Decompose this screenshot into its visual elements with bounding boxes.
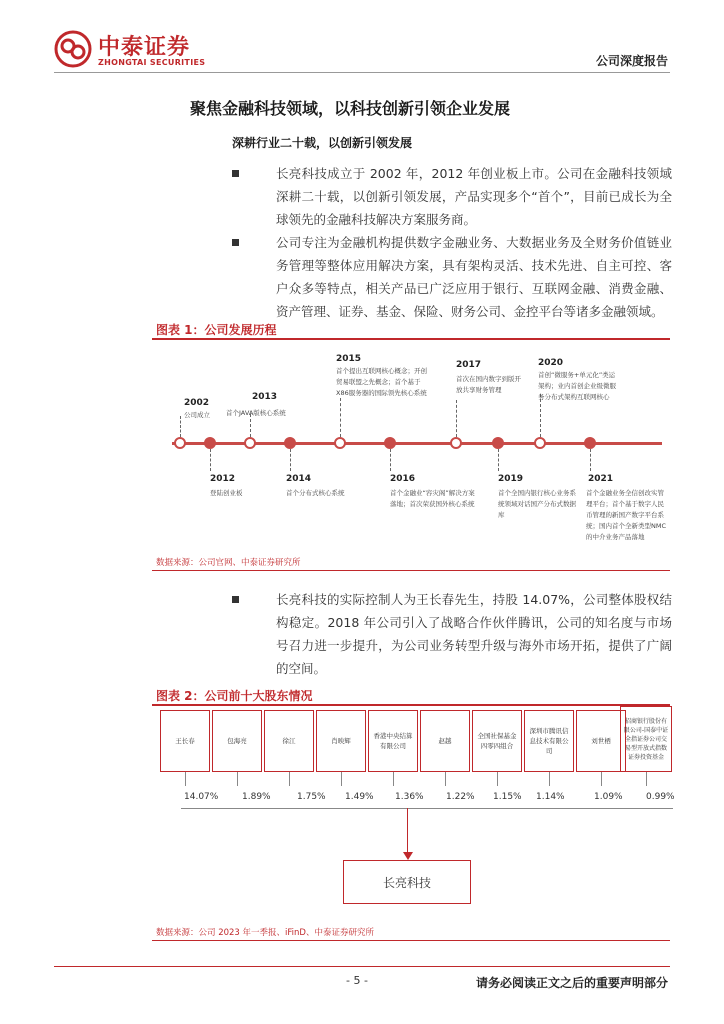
timeline-desc: 首个金融业“容灾阁”解决方案落地；首次荣获国外核心系统 (390, 489, 475, 508)
timeline-year: 2012 (210, 474, 236, 484)
shareholder-pct: 1.22% (446, 792, 475, 802)
bullet-icon (232, 170, 239, 177)
timeline-desc: 首个提出互联网核心概念；开创贸易联盟之先概念；首个基于X86服务器的国际领先核心系统 (336, 367, 427, 397)
page-number: - 5 - (346, 974, 368, 987)
shareholder-box: 徐江 (264, 710, 314, 772)
shareholder-stem (445, 772, 446, 786)
timeline-desc: 首次在国内数字到版开放共享财务管理 (456, 375, 521, 394)
timeline-dot-2020 (534, 437, 546, 449)
timeline-stem (210, 449, 211, 471)
timeline-desc: 首创“微服务+单元化”类运架构；业内首创企业级微服务分布式架构互联网核心 (538, 371, 616, 401)
sub-title: 深耕行业二十载，以创新引领发展 (232, 136, 413, 150)
shareholder-box: 全国社保基金四零四组合 (472, 710, 522, 772)
figure1-title-bar (152, 318, 670, 340)
timeline-dot-2015 (334, 437, 346, 449)
timeline-desc: 登陆创业板 (210, 489, 243, 497)
shareholder-stem (185, 772, 186, 786)
shareholder-connector-bar (181, 808, 673, 809)
timeline-stem (590, 449, 591, 471)
shareholder-box: 香港中央结算有限公司 (368, 710, 418, 772)
timeline-desc: 公司成立 (184, 411, 210, 419)
timeline-year: 2014 (286, 474, 312, 484)
company-box: 长亮科技 (343, 860, 471, 904)
figure2-source: 数据来源：公司 2023 年一季报、iFinD、中泰证券研究所 (156, 928, 374, 938)
shareholder-center-stem (407, 808, 408, 856)
timeline-year: 2017 (456, 360, 482, 370)
shareholder-pct: 0.99% (646, 792, 675, 802)
timeline-desc: 首个金融业务全信创改实管理平台；首个基于数字人民币管理的新国产数字平台系统；国内首个全新类型NMC的中介业务产品落地 (586, 489, 667, 541)
bullet-icon (232, 596, 239, 603)
shareholder-stem (549, 772, 550, 786)
shareholder-stem (237, 772, 238, 786)
logo-english-text: ZHONGTAI SECURITIES (98, 58, 206, 67)
timeline-dot-2014 (284, 437, 296, 449)
shareholder-box: 肖映辉 (316, 710, 366, 772)
shareholder-pct: 1.14% (536, 792, 565, 802)
timeline-desc: 首个分布式核心系统 (286, 489, 345, 497)
shareholder-pct: 1.15% (493, 792, 522, 802)
figure2-title-rule (152, 704, 670, 706)
development-timeline (152, 346, 672, 556)
shareholder-box: 王长春 (160, 710, 210, 772)
timeline-dot-2019 (492, 437, 504, 449)
timeline-stem (180, 416, 181, 437)
figure1-source-rule (152, 570, 670, 571)
timeline-stem (498, 449, 499, 471)
arrow-down-icon (403, 852, 413, 860)
figure2-title-bar (152, 684, 670, 706)
timeline-stem (456, 400, 457, 437)
timeline-year: 2002 (184, 398, 210, 408)
shareholder-box: 深圳市腾讯信息技术有限公司 (524, 710, 574, 772)
company-logo (54, 24, 224, 72)
shareholder-stem (497, 772, 498, 786)
figure1-source: 数据来源：公司官网、中泰证券研究所 (156, 558, 301, 568)
shareholder-stem (646, 772, 647, 786)
timeline-dot-2013 (244, 437, 256, 449)
timeline-stem (340, 398, 341, 437)
bullet-icon (232, 239, 239, 246)
paragraph-3 (232, 588, 672, 680)
timeline-year: 2020 (538, 358, 564, 368)
paragraph-2 (232, 231, 672, 323)
shareholder-box: 招商银行股份有限公司-国泰中证全指证券公司交易型开放式指数证券投资基金 (620, 706, 672, 772)
timeline-stem (390, 449, 391, 471)
paragraph-text: 长亮科技成立于 2002 年，2012 年创业板上市。公司在金融科技领域深耕二十载，以创新引领发展，产品实现多个“首个”，目前已成长为全球领先的金融科技解决方案服务商。 (276, 166, 672, 227)
shareholder-pct: 14.07% (184, 792, 219, 802)
header-divider (54, 72, 670, 73)
disclaimer-text: 请务必阅读正文之后的重要声明部分 (475, 976, 668, 990)
figure2-source-rule (152, 940, 670, 941)
shareholder-stem (601, 772, 602, 786)
timeline-dot-2012 (204, 437, 216, 449)
figure1-title: 图表 1：公司发展历程 (156, 323, 277, 337)
shareholder-pct: 1.36% (395, 792, 424, 802)
timeline-dot-2021 (584, 437, 596, 449)
figure1-title-rule (152, 338, 670, 340)
timeline-year: 2016 (390, 474, 416, 484)
shareholder-box: 刘世栖 (576, 710, 626, 772)
timeline-year: 2013 (252, 392, 278, 402)
shareholder-pct: 1.49% (345, 792, 374, 802)
timeline-dot-2017 (450, 437, 462, 449)
paragraph-text: 公司专注为金融机构提供数字金融业务、大数据业务及全财务价值链业务管理等整体应用解决方案，具有架构灵活、技术先进、自主可控、客户众多等特点，相关产品已广泛应用于银行、互联网金融、消费金融、资产管理、证券、基金、保险、财务公司、金控平台等诸多金融领域。 (276, 235, 672, 319)
shareholder-box: 赵越 (420, 710, 470, 772)
timeline-dot-2002 (174, 437, 186, 449)
logo-chinese-text: 中泰证券 (98, 35, 191, 60)
shareholder-pct: 1.89% (242, 792, 271, 802)
shareholder-stem (393, 772, 394, 786)
shareholder-pct: 1.09% (594, 792, 623, 802)
shareholder-pct: 1.75% (297, 792, 326, 802)
timeline-year: 2019 (498, 474, 524, 484)
paragraph-text: 长亮科技的实际控制人为王长春先生，持股 14.07%，公司整体股权结构稳定。2018 年公司引入了战略合作伙伴腾讯，公司的知名度与市场号召力进一步提升，为公司业务转型升级与海外市场开拓，提供了广阔的空间。 (276, 592, 672, 676)
zhongtai-logo-icon (54, 30, 92, 68)
figure2-title: 图表 2：公司前十大股东情况 (156, 689, 313, 703)
timeline-desc: 首个全国内银行核心业务系统领域对话国产分布式数据库 (498, 489, 576, 519)
shareholder-stem (289, 772, 290, 786)
footer-divider (54, 966, 670, 967)
shareholder-box: 包海亮 (212, 710, 262, 772)
timeline-stem (290, 449, 291, 471)
shareholder-stem (341, 772, 342, 786)
timeline-year: 2021 (588, 474, 614, 484)
timeline-desc: 首个JAVA版核心系统 (226, 409, 286, 417)
timeline-year: 2015 (336, 354, 362, 364)
timeline-dot-2016 (384, 437, 396, 449)
paragraph-1 (232, 162, 672, 231)
section-title: 聚焦金融科技领域，以科技创新引领企业发展 (190, 99, 511, 118)
report-type: 公司深度报告 (595, 54, 668, 68)
